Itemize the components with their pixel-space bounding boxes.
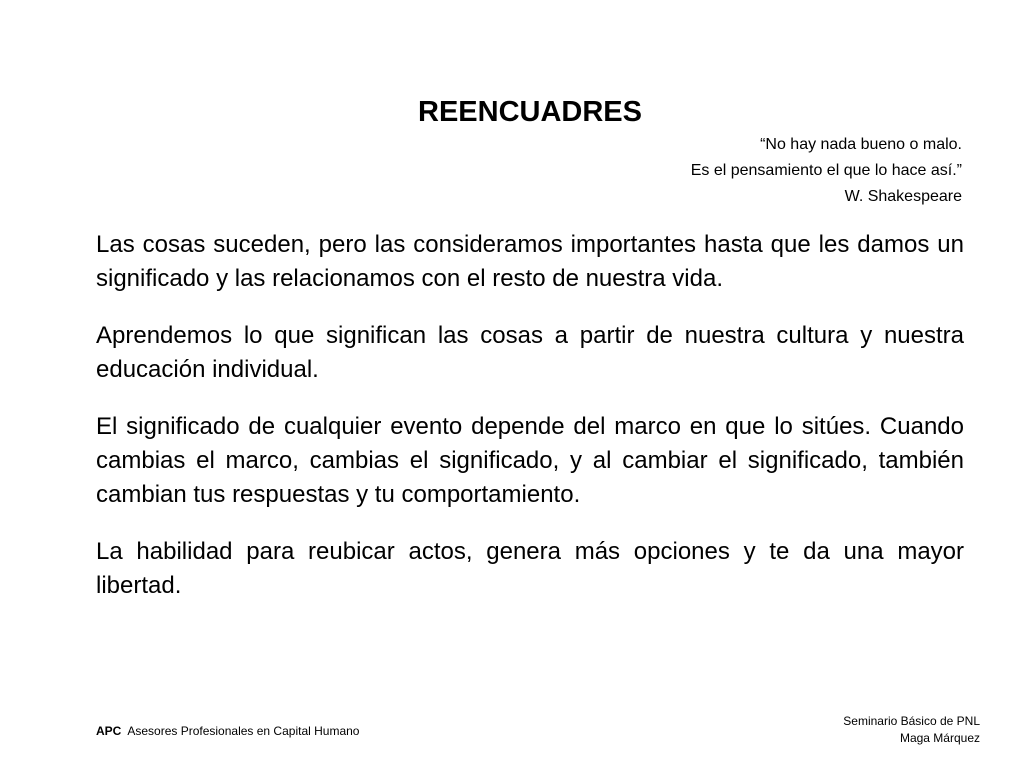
footer-course-info xyxy=(843,713,980,747)
quote-line-1: “No hay nada bueno o malo. xyxy=(760,136,962,153)
org-abbreviation: APC xyxy=(96,724,122,738)
quote-line-2: Es el pensamiento el que lo hace así.” xyxy=(690,162,962,179)
paragraph-3: El significado de cualquier evento depende del marco en que lo sitúes. Cuando cambias el marco, cambias el significado, y al cambiar el significado, también cambian tus respuestas y tu comportamiento. xyxy=(96,413,964,508)
footer-organization xyxy=(96,723,359,739)
quote-author: W. Shakespeare xyxy=(844,188,962,205)
course-name: Seminario Básico de PNL xyxy=(843,714,980,728)
slide-body xyxy=(96,228,964,626)
paragraph-4: La habilidad para reubicar actos, genera más opciones y te da una mayor libertad. xyxy=(96,538,964,599)
org-name: Asesores Profesionales en Capital Humano xyxy=(127,724,360,738)
epigraph-quote xyxy=(691,132,962,210)
slide-title: REENCUADRES xyxy=(418,96,642,128)
course-author: Maga Márquez xyxy=(899,731,980,745)
paragraph-2: Aprendemos lo que significan las cosas a partir de nuestra cultura y nuestra educación individual. xyxy=(96,322,964,383)
paragraph-1: Las cosas suceden, pero las consideramos importantes hasta que les damos un significado y las relacionamos con el resto de nuestra vida. xyxy=(96,231,964,292)
